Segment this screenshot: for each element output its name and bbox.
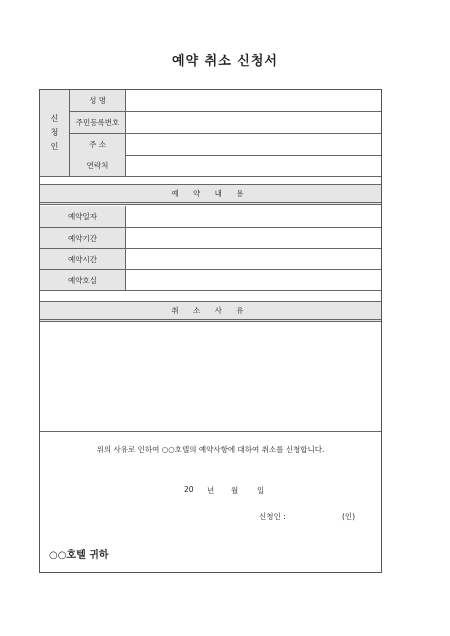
reservation-period-label: 예약기간 [40,228,125,249]
reservation-period-field[interactable] [126,228,381,249]
form-title: 예약 취소 신청서 [172,54,278,69]
address-field[interactable] [126,134,381,155]
applicant-char-3: 인 [50,142,59,151]
contact-label: 연락처 [70,155,125,176]
reservation-date-label: 예약일자 [40,206,125,227]
applicant-char-2: 청 [50,128,59,137]
seal-mark: (인) [342,512,356,521]
contact-field[interactable] [126,155,381,176]
reservation-date-field[interactable] [126,206,381,227]
resident-number-field[interactable] [126,112,381,133]
date-year-prefix: 20 [184,485,194,494]
resident-number-label: 주민등록번호 [70,112,125,133]
applicant-char-1: 신 [50,114,59,123]
addressee: ○○호텔 귀하 [49,550,109,561]
cancel-reason-field[interactable] [40,324,381,430]
applicant-section-label [40,90,69,176]
reservation-room-label: 예약호실 [40,270,125,291]
name-field[interactable] [126,90,381,111]
statement-text: 위의 사유로 인하여 ○○호텔의 예약사항에 대하여 취소를 신청합니다. [96,445,325,454]
reservation-room-field[interactable] [126,270,381,290]
reservation-header: 예 약 내 용 [40,184,381,205]
reservation-time-field[interactable] [126,249,381,269]
date-day-unit: 일 [257,486,265,495]
date-year-unit: 년 [207,486,215,495]
reservation-time-label: 예약시간 [40,249,125,270]
cancel-reason-header: 취 소 사 유 [40,301,381,322]
cancellation-form [39,89,382,573]
signature-label: 신청인 : [259,512,286,521]
date-month-unit: 월 [231,486,239,495]
name-label: 성 명 [70,90,125,111]
address-label: 주 소 [70,134,125,155]
